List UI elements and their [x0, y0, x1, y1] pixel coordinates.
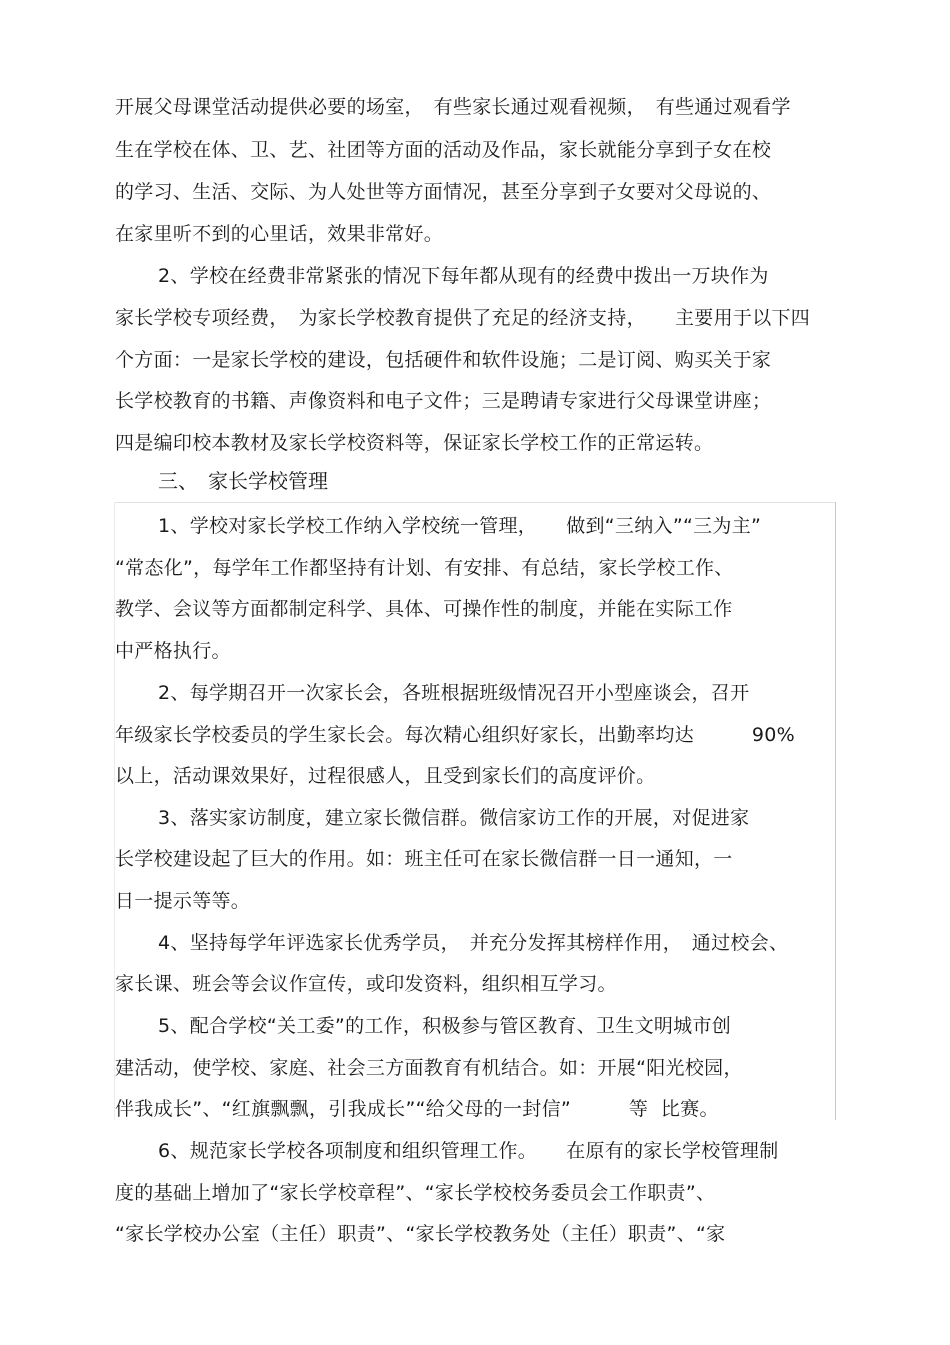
paragraph-line: 建活动，使学校、家庭、社会三方面教育有机结合。如：开展“阳光校园， — [115, 1057, 743, 1079]
paragraph-line: 的学习、生活、交际、为人处世等方面情况，甚至分享到子女要对父母说的、 — [115, 181, 772, 203]
paragraph-line: 6、规范家长学校各项制度和组织管理工作。 在原有的家长学校管理制 — [158, 1140, 779, 1162]
section-frame-left-border — [114, 502, 115, 1120]
paragraph-line: 生在学校在体、卫、艺、社团等方面的活动及作品，家长就能分享到子女在校 — [115, 139, 772, 161]
paragraph-line: “家长学校办公室（主任）职责”、“家长学校教务处（主任）职责”、“家 — [115, 1223, 726, 1245]
paragraph-line: 3、落实家访制度，建立家长微信群。微信家访工作的开展，对促进家 — [158, 807, 750, 829]
paragraph-line: 家长课、班会等会议作宣传，或印发资料，组织相互学习。 — [115, 973, 617, 995]
paragraph-line: 年级家长学校委员的学生家长会。每次精心组织好家长，出勤率均达 90% — [115, 724, 796, 746]
paragraph-line: 度的基础上增加了“家长学校章程”、“家长学校校务委员会工作职责”、 — [115, 1182, 716, 1204]
paragraph-line: 2、学校在经费非常紧张的情况下每年都从现有的经费中拨出一万块作为 — [158, 265, 769, 287]
paragraph-line: 教学、会议等方面都制定科学、具体、可操作性的制度，并能在实际工作 — [115, 598, 733, 620]
paragraph-line: 1、学校对家长学校工作纳入学校统一管理， 做到“三纳入”“三为主” — [158, 515, 762, 537]
paragraph-line: 4、坚持每学年评选家长优秀学员， 并充分发挥其榜样作用， 通过校会、 — [158, 932, 789, 954]
section-heading: 三、 家长学校管理 — [158, 469, 328, 493]
paragraph-line: 以上，活动课效果好，过程很感人，且受到家长们的高度评价。 — [115, 765, 656, 787]
paragraph-line: 日一提示等等。 — [115, 890, 251, 912]
paragraph-line: 个方面：一是家长学校的建设，包括硬件和软件设施；二是订阅、购买关于家 — [115, 349, 772, 371]
section-frame-right-border — [835, 502, 836, 1120]
paragraph-line: 在家里听不到的心里话，效果非常好。 — [115, 223, 444, 245]
paragraph-line: 5、配合学校“关工委”的工作，积极参与管区教育、卫生文明城市创 — [158, 1015, 732, 1037]
paragraph-line: 伴我成长”、“红旗飘飘，引我成长”“给父母的一封信” 等 比赛。 — [115, 1098, 719, 1120]
paragraph-line: 2、每学期召开一次家长会，各班根据班级情况召开小型座谈会，召开 — [158, 682, 750, 704]
paragraph-line: 家长学校专项经费， 为家长学校教育提供了充足的经济支持， 主要用于以下四 — [115, 307, 811, 329]
paragraph-line: 中严格执行。 — [115, 640, 231, 662]
paragraph-line: 长学校建设起了巨大的作用。如：班主任可在家长微信群一日一通知，一 — [115, 848, 733, 870]
paragraph-line: 长学校教育的书籍、声像资料和电子文件；三是聘请专家进行父母课堂讲座； — [115, 390, 772, 412]
paragraph-line: 四是编印校本教材及家长学校资料等，保证家长学校工作的正常运转。 — [115, 432, 714, 454]
paragraph-line: 开展父母课堂活动提供必要的场室， 有些家长通过观看视频， 有些通过观看学 — [115, 96, 791, 118]
section-frame-top-border — [115, 502, 835, 503]
paragraph-line: “常态化”，每学年工作都坚持有计划、有安排、有总结，家长学校工作、 — [115, 557, 734, 579]
